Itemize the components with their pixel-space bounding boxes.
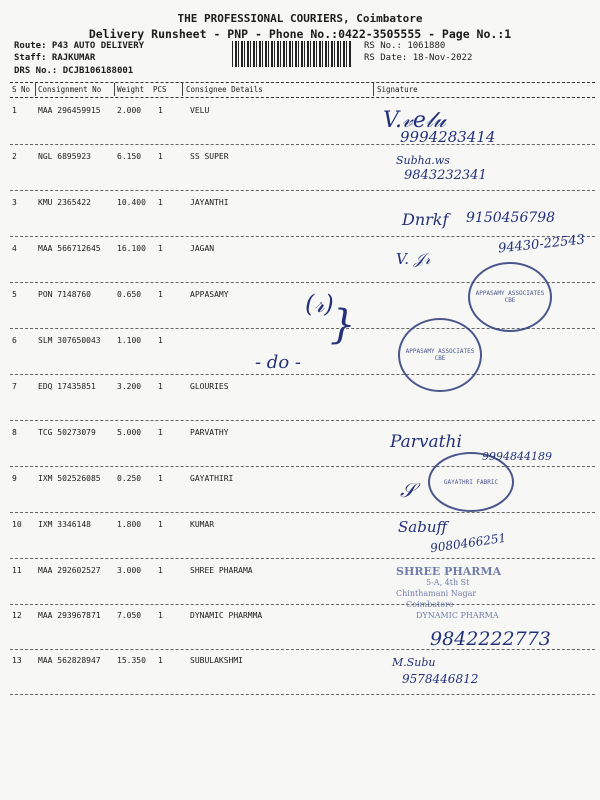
signature-phone: 9994283414	[400, 128, 496, 146]
signature-phone: 9080466251	[429, 530, 507, 556]
col-signature: Signature	[377, 85, 418, 94]
signature-mark: Dnrkf	[402, 210, 449, 229]
row-sno: 4	[12, 244, 17, 253]
row-consignee: DYNAMIC PHARMMA	[190, 611, 263, 620]
row-pcs: 1	[158, 566, 163, 575]
row-sno: 13	[12, 656, 22, 665]
company-title: THE PROFESSIONAL COURIERS, Coimbatore	[177, 12, 423, 25]
row-consignee: SUBULAKSHMI	[190, 656, 243, 665]
row-weight: 0.250	[117, 474, 142, 483]
row-weight: 2.000	[117, 106, 142, 115]
row-consignment: MAA 293967871	[38, 611, 101, 620]
row-pcs: 1	[158, 428, 163, 437]
barcode	[232, 41, 352, 67]
signature-phone: 9994844189	[482, 450, 552, 463]
row-sno: 2	[12, 152, 17, 161]
col-consignee: Consignee Details	[186, 85, 263, 94]
staff-label: Staff: RAJKUMAR	[14, 53, 96, 63]
signature-name: Parvathi	[390, 432, 462, 452]
row-weight: 15.350	[117, 656, 146, 665]
company-stamp: APPASAMY ASSOCIATES CBE	[468, 262, 552, 332]
rs-date: RS Date: 18-Nov-2022	[364, 53, 473, 63]
row-consignment: MAA 296459915	[38, 106, 101, 115]
row-sno: 8	[12, 428, 17, 437]
table-row	[0, 656, 600, 702]
row-consignee: JAYANTHI	[190, 198, 229, 207]
signature-velu: V.𝓋𝑒𝓁𝓊	[383, 108, 446, 133]
row-weight: 6.150	[117, 152, 142, 161]
row-sno: 11	[12, 566, 22, 575]
row-consignee: PARVATHY	[190, 428, 229, 437]
row-consignment: SLM 307650043	[38, 336, 101, 345]
table-row	[0, 520, 600, 566]
signature-mark: Sabuff	[398, 518, 448, 536]
signature-mark: 𝒮	[400, 478, 416, 502]
row-consignment: PON 7148760	[38, 290, 91, 299]
row-sno: 5	[12, 290, 17, 299]
row-consignment: IXM 502526085	[38, 474, 101, 483]
signature-phone: 9578446812	[402, 672, 479, 686]
table-row	[0, 382, 600, 428]
company-stamp: GAYATHRI FABRIC	[428, 452, 514, 512]
row-sno: 12	[12, 611, 22, 620]
row-weight: 16.100	[117, 244, 146, 253]
header-bottom-rule	[10, 97, 595, 98]
signature-brace: }	[330, 302, 356, 348]
row-pcs: 1	[158, 474, 163, 483]
pharma-stamp-line: Chinthamani Nagar	[396, 589, 477, 598]
signature-phone: 9843232341	[404, 168, 487, 183]
pharma-stamp-line: DYNAMIC PHARMA	[416, 611, 499, 620]
row-consignment: EDQ 17435851	[38, 382, 96, 391]
row-consignment: NGL 6895923	[38, 152, 91, 161]
row-pcs: 1	[158, 244, 163, 253]
table-row	[0, 152, 600, 198]
runsheet-subtitle: Delivery Runsheet - PNP - Phone No.:0422-3505555 - Page No.:1	[88, 27, 512, 41]
row-consignee: SHREE PHARAMA	[190, 566, 253, 575]
col-weight: Weight	[117, 85, 145, 94]
row-pcs: 1	[158, 520, 163, 529]
row-consignee: JAGAN	[190, 244, 215, 253]
col-consignment: Consignment No	[38, 85, 102, 94]
row-pcs: 1	[158, 290, 163, 299]
signature-mark: V. 𝒥𝓇	[396, 250, 431, 268]
row-consignment: MAA 292602527	[38, 566, 101, 575]
pharma-stamp-line: Coimbatore	[406, 600, 454, 609]
row-weight: 0.650	[117, 290, 142, 299]
route-label: Route: P43 AUTO DELIVERY	[14, 41, 145, 51]
signature-name: Subha.ws	[396, 154, 450, 167]
row-pcs: 1	[158, 336, 163, 345]
row-consignee: GLOURIES	[190, 382, 229, 391]
row-weight: 1.800	[117, 520, 142, 529]
row-weight: 7.050	[117, 611, 142, 620]
signature-phone: 94430-22543	[497, 232, 586, 257]
ditto-mark: - do -	[255, 352, 301, 373]
table-row	[0, 106, 600, 152]
col-pcs: PCS	[153, 85, 167, 94]
row-sno: 1	[12, 106, 17, 115]
rs-number: RS No.: 1061880	[364, 41, 446, 51]
row-consignment: TCG 50273079	[38, 428, 96, 437]
row-weight: 10.400	[117, 198, 146, 207]
row-pcs: 1	[158, 382, 163, 391]
row-pcs: 1	[158, 656, 163, 665]
col-sno: S No	[12, 85, 31, 94]
row-pcs: 1	[158, 152, 163, 161]
row-pcs: 1	[158, 611, 163, 620]
drs-number: DRS No.: DCJB106188001	[14, 66, 134, 76]
company-stamp: APPASAMY ASSOCIATES CBE	[398, 318, 482, 392]
row-sno: 10	[12, 520, 22, 529]
row-pcs: 1	[158, 198, 163, 207]
row-consignment: MAA 566712645	[38, 244, 101, 253]
row-sno: 6	[12, 336, 17, 345]
row-consignee: SS SUPER	[190, 152, 229, 161]
row-weight: 5.000	[117, 428, 142, 437]
row-weight: 3.200	[117, 382, 142, 391]
row-sno: 7	[12, 382, 17, 391]
row-consignee: APPASAMY	[190, 290, 229, 299]
pharma-stamp	[396, 566, 501, 621]
row-consignee: VELU	[190, 106, 210, 115]
row-consignee: GAYATHIRI	[190, 474, 234, 483]
signature-mark: M.Subu	[392, 656, 436, 669]
row-weight: 1.100	[117, 336, 142, 345]
row-weight: 3.000	[117, 566, 142, 575]
row-sno: 3	[12, 198, 17, 207]
header-top-rule	[10, 82, 595, 83]
pharma-stamp-line: 5-A, 4th St	[426, 578, 470, 587]
row-consignment: MAA 562828947	[38, 656, 101, 665]
signature-phone: 9150456798	[466, 210, 556, 226]
row-consignee: KUMAR	[190, 520, 215, 529]
table-row	[0, 566, 600, 612]
signature-phone: 9842222773	[430, 628, 551, 650]
row-consignment: IXM 3346148	[38, 520, 91, 529]
pharma-stamp-name: SHREE PHARMA	[396, 565, 502, 578]
row-consignment: KMU 2365422	[38, 198, 91, 207]
signature-mark: (𝓇)	[305, 290, 334, 318]
row-pcs: 1	[158, 106, 163, 115]
row-sno: 9	[12, 474, 17, 483]
